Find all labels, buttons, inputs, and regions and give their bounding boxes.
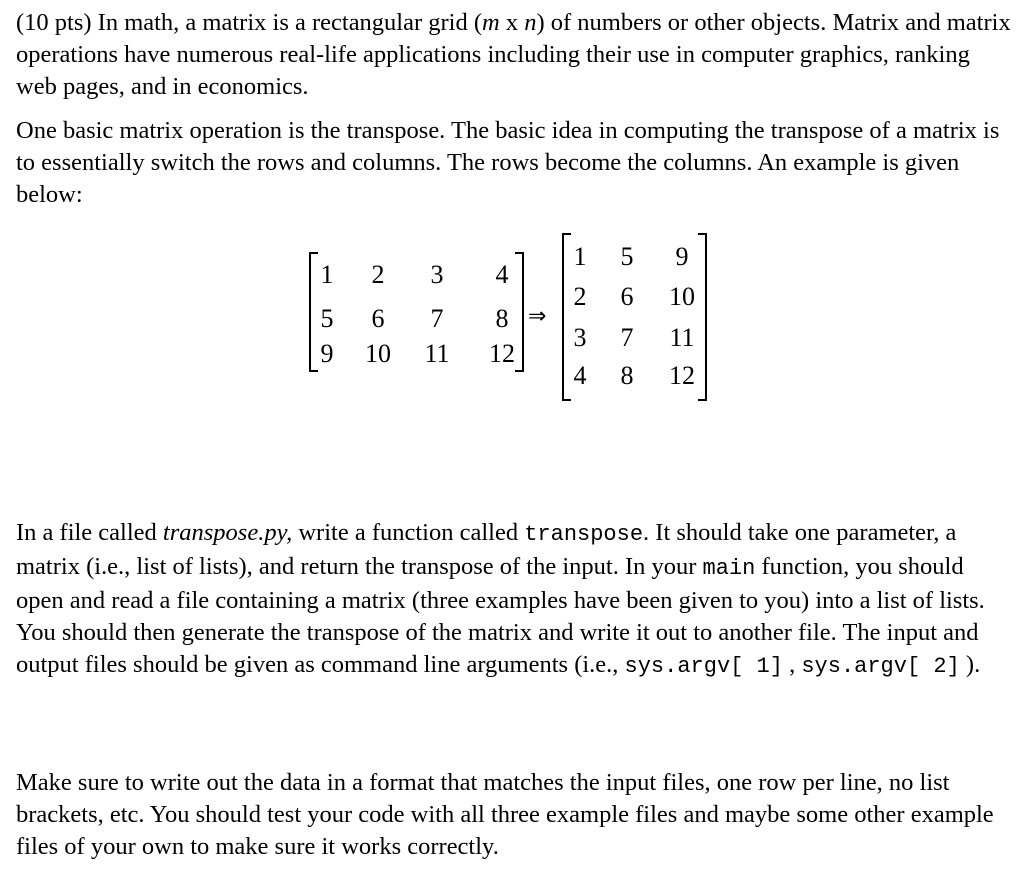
input-cell-r3-c2: 10 <box>365 339 391 368</box>
input-cell-r1-c4: 4 <box>495 260 509 289</box>
output-cell-r2-c1: 2 <box>573 282 587 311</box>
filename-text: transpose.py, <box>162 519 293 546</box>
intro-text-start: (10 pts) In math, a matrix is a rectangular grid ( <box>16 9 483 36</box>
code-argv-2: sys.argv[ 2] <box>801 654 960 679</box>
input-cell-r3-c3: 11 <box>424 339 450 368</box>
input-cell-r3-c1: 9 <box>320 339 334 368</box>
transpose-explanation-paragraph: One basic matrix operation is the transpose. The basic idea in computing the transpose of a matrix is to essentially switch the rows and columns. The rows become the columns. An example is given below: <box>16 117 1000 208</box>
input-cell-r1-c1: 1 <box>320 260 334 289</box>
output-cell-r2-c2: 6 <box>620 282 634 311</box>
code-transpose: transpose <box>524 522 644 547</box>
assignment-text-6: ). <box>959 651 981 678</box>
input-cell-r2-c2: 6 <box>371 304 385 333</box>
assignment-text-3: . It should take one parameter, a matrix (i.e., list of lists), and return the transpose of the input. In your <box>16 519 957 580</box>
intro-paragraph <box>16 7 1016 103</box>
output-cell-r3-c1: 3 <box>573 323 587 352</box>
assignment-text-1: In a file called <box>16 519 163 546</box>
output-cell-r1-c2: 5 <box>620 242 634 271</box>
assignment-text-5: , <box>782 651 802 678</box>
times-x: x <box>499 9 525 36</box>
output-cell-r3-c2: 7 <box>620 323 634 352</box>
input-matrix-right-bracket <box>515 252 524 372</box>
input-cell-r2-c3: 7 <box>430 304 444 333</box>
assignment-paragraph <box>16 517 1016 683</box>
output-matrix-right-bracket <box>698 233 707 401</box>
output-cell-r2-c3: 10 <box>669 282 695 311</box>
var-m: m <box>482 9 500 36</box>
input-matrix-left-bracket <box>309 252 318 372</box>
assignment-text-2: write a function called <box>292 519 525 546</box>
var-n: n <box>524 9 537 36</box>
input-cell-r1-c3: 3 <box>430 260 444 289</box>
output-cell-r1-c1: 1 <box>573 242 587 271</box>
output-matrix-left-bracket <box>562 233 571 401</box>
output-cell-r1-c3: 9 <box>675 242 689 271</box>
code-argv-1: sys.argv[ 1] <box>624 654 783 679</box>
output-cell-r3-c3: 11 <box>669 323 695 352</box>
output-cell-r4-c3: 12 <box>669 361 695 390</box>
transpose-arrow: ⇒ <box>528 304 547 329</box>
output-cell-r4-c2: 8 <box>620 361 634 390</box>
input-cell-r2-c1: 5 <box>320 304 334 333</box>
output-cell-r4-c1: 4 <box>573 361 587 390</box>
format-instructions-paragraph: Make sure to write out the data in a format that matches the input files, one row per line, no list brackets, etc. You should test your code with all three example files and maybe some other example files of your own to make sure it works correctly. <box>16 769 994 860</box>
input-cell-r2-c4: 8 <box>495 304 509 333</box>
intro-text-end: ) of numbers or other objects. Matrix and matrix operations have numerous real-life applications including their use in computer graphics, ranking web pages, and in economics. <box>16 9 1011 100</box>
code-main: main <box>702 556 756 581</box>
assignment-text-4: function, you should open and read a file containing a matrix (three examples have been given to you) into a list of lists. You should then generate the transpose of the matrix and write it out to another file. The input and output files should be given as command line arguments (i.e., <box>16 553 985 678</box>
input-cell-r1-c2: 2 <box>371 260 385 289</box>
input-cell-r3-c4: 12 <box>489 339 515 368</box>
